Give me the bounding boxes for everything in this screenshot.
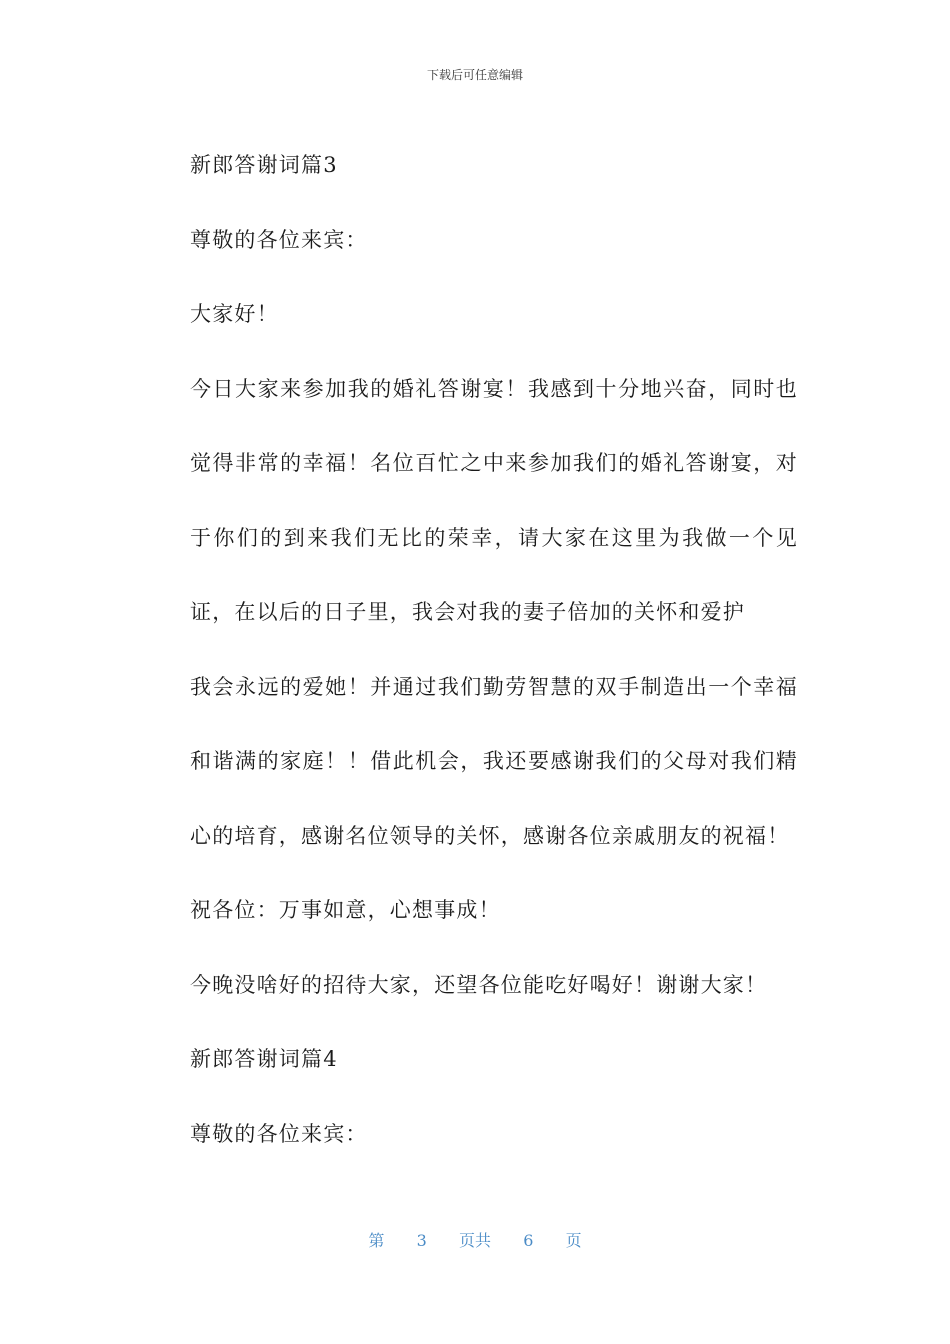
page-footer	[0, 1228, 950, 1251]
salutation: 尊敬的各位来宾：	[190, 227, 368, 252]
document-body	[146, 128, 798, 1171]
page-label-pre: 第	[368, 1231, 385, 1250]
page-label-post: 页	[565, 1231, 582, 1250]
body-paragraph: 我会永远的爱她！并通过我们勤劳智慧的双手制造出一个幸福和谐满的家庭！！借此机会，我还要感谢我们的父母对我们精心的培育，感谢名位领导的关怀，感谢各位亲戚朋友的祝福！	[190, 674, 798, 848]
wishes-line: 祝各位：万事如意，心想事成！	[190, 898, 501, 922]
section-heading: 新郎答谢词篇4	[190, 1047, 338, 1071]
page-total: 6	[523, 1231, 534, 1250]
page-header: 下载后可任意编辑	[426, 68, 523, 82]
closing-line: 今晚没啥好的招待大家，还望各位能吃好喝好！谢谢大家！	[190, 972, 768, 997]
greeting: 大家好！	[190, 302, 279, 326]
page-label-mid: 页共	[458, 1231, 491, 1250]
page-current: 3	[416, 1231, 427, 1250]
salutation: 尊敬的各位来宾：	[190, 1121, 368, 1146]
section-heading: 新郎答谢词篇3	[190, 153, 338, 177]
body-paragraph: 今日大家来参加我的婚礼答谢宴！我感到十分地兴奋，同时也觉得非常的幸福！名位百忙之中来参加我们的婚礼答谢宴，对于你们的到来我们无比的荣幸，请大家在这里为我做一个见证，在以后的日子里，我会对我的妻子倍加的关怀和爱护	[190, 376, 798, 624]
